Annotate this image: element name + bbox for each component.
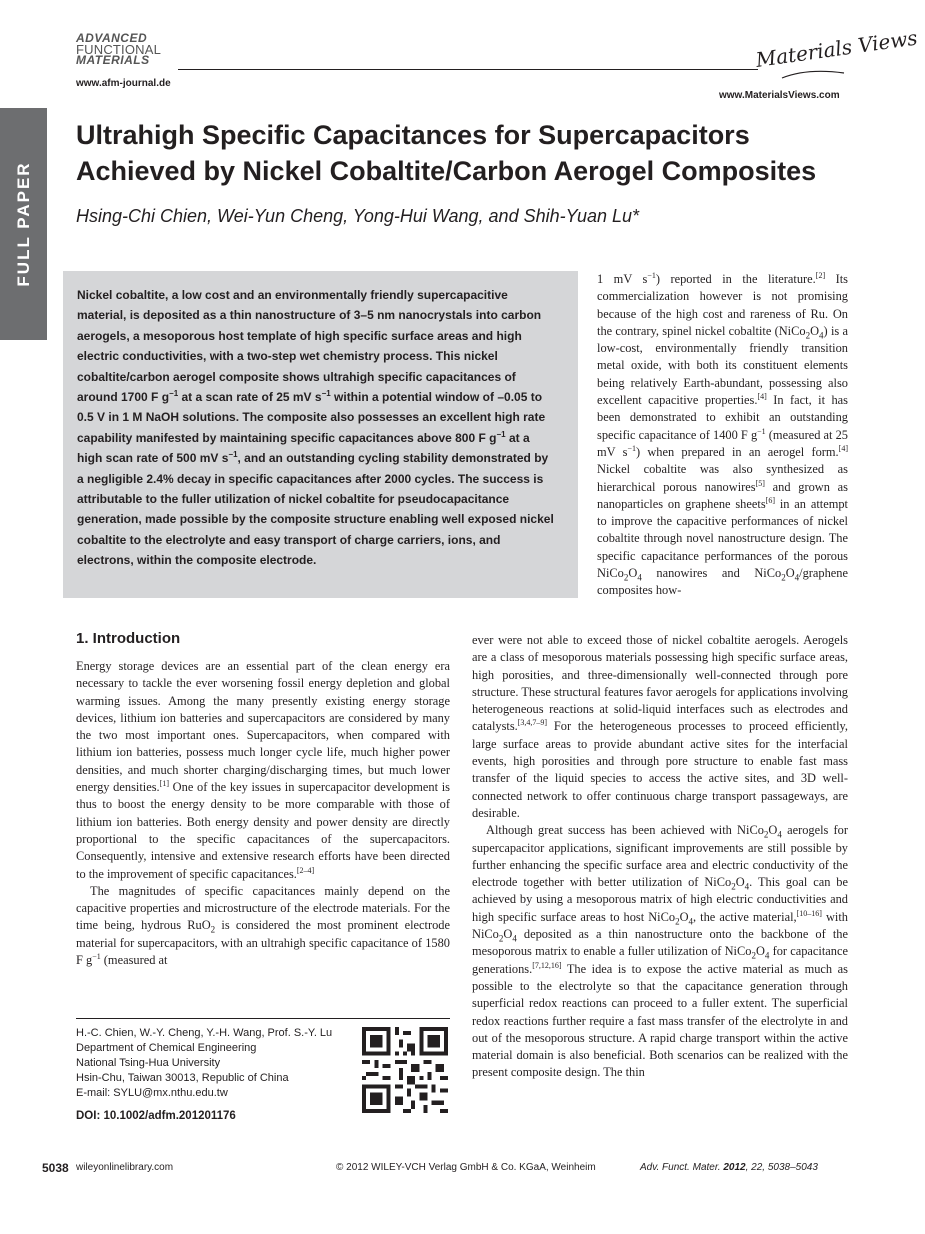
page-footer bbox=[0, 1158, 925, 1178]
footer-url[interactable]: wileyonlinelibrary.com bbox=[76, 1162, 174, 1173]
affiliation-line: Hsin-Chu, Taiwan 30013, Republic of China bbox=[76, 1072, 289, 1084]
affiliation-email[interactable]: E-mail: SYLU@mx.nthu.edu.tw bbox=[76, 1087, 228, 1099]
footnote-rule bbox=[76, 1018, 450, 1019]
page-number: 5038 bbox=[42, 1161, 69, 1175]
paragraph: 1 mV $s^{-1}$) reported in the literature.[2] Its commercialization however is not promising because of the high cost and rareness of Ru. On the contrary, spinel nickel cobaltite $(NiCo_2O_4)$ is a low-cost, environmentally friendly transition metal oxide, with both its constituent elements being relatively Earth-abundant, possessing also excellent capacitive properties.[4] In fact, it has been demonstrated to exhibit an outstanding specific capacitance of 1400 F $g^{-1}$ (measured at 25 mV $s^{-1}$) when prepared in an aerogel form.[4] Nickel cobaltite was also synthesized as hierarchical porous nanowires[5] and grown as nanoparticles on graphene sheets[6] in an attempt to improve the capacitive performances of nickel cobaltite through novel nanostructure design. The specific capacitance performances of the porous $NiCo_2O_4$ nanowires and $NiCo_2O_4$/graphene composites how- bbox=[597, 270, 848, 598]
materials-views-logo bbox=[752, 25, 919, 88]
paragraph: ever were not able to exceed those of nickel cobaltite aerogels. Aerogels are a class of mesoporous materials possessing high specific surface areas, high porosities, and three-dimensionally well-connected through pore structure. These structural features favor aerogels for applications involving heterogeneous reactions at solid-liquid interfaces such as electrodes and catalysts.[3,4,7–9] For the heterogeneous processes to proceed efficiently, large surface areas to provide abundant active sites for the interfacial events, high porosities and through pore structure to enable fast mass transfer of the liquid species to access the active sites, and 3D well-connected network to offer continuous charge transport passageways, are desirable. bbox=[472, 633, 848, 820]
body-text-right-top bbox=[597, 271, 848, 600]
body-text-right bbox=[472, 632, 848, 1082]
paragraph: Although great success has been achieved with $NiCo_2O_4$ aerogels for supercapacitor applications, significant improvements are still possible by further enhancing the specific surface area and electric conductivity of the electrode together with better utilization of $NiCo_2O_4$. This goal can be achieved by using a mesoporous matrix of high electric conductivities and high specific surface areas to host $NiCo_2O_4$, the active material,[10–16] with $NiCo_2O_4$ deposited as a thin nanostructure onto the backbone of the mesoporous matrix to enable a fuller utilization of $NiCo_2O_4$ for capacitance generations.[7,12,16] The idea is to expose the active material as much as possible to the electrolyte so that the capacitance generation through superficial redox reactions can proceed to a fuller extent. The superficial redox reactions further require a fast mass transfer of the electrolyte in and out of the mesoporous structure. A rapid charge transport within the active material domain is also beneficial. Both scenarios can be realized with the present composite design. The thin bbox=[472, 823, 849, 1080]
journal-citation: Adv. Funct. Mater. 2012, 22, 5038–5043 bbox=[640, 1162, 818, 1173]
author-list: Hsing-Chi Chien, Wei-Yun Cheng, Yong-Hui Wang, and Shih-Yuan Lu* bbox=[76, 206, 640, 226]
section-heading: 1. Introduction bbox=[76, 630, 181, 647]
affiliation-line: National Tsing-Hua University bbox=[76, 1057, 221, 1069]
author-affiliation bbox=[76, 1026, 332, 1101]
affiliation-line: H.-C. Chien, W.-Y. Cheng, Y.-H. Wang, Prof. S.-Y. Lu bbox=[76, 1027, 333, 1039]
paragraph: The magnitudes of specific capacitances mainly depend on the capacitive properties and microstructure of the electrode materials. For the time being, hydrous RuO$_2$ is considered the most prominent electrode material for supercapacitors, with an ultrahigh specific capacitance of 1580 F $g^{-1}$ (measured at bbox=[76, 883, 450, 968]
journal-logo-line: ADVANCED bbox=[76, 31, 148, 45]
journal-logo bbox=[76, 33, 161, 66]
affiliation-line: Department of Chemical Engineering bbox=[76, 1042, 257, 1054]
journal-logo-line: FUNCTIONAL bbox=[76, 42, 162, 57]
body-text-left bbox=[76, 658, 450, 969]
section-tab bbox=[0, 108, 47, 340]
paper-title-line: Ultrahigh Specific Capacitances for Supercapacitors bbox=[76, 120, 750, 150]
abstract-box bbox=[63, 271, 578, 598]
paragraph: Energy storage devices are an essential part of the clean energy era necessary to tackle the ever worsening fossil energy depletion and global warming issues. Among the many presently existing energy storage devices, lithium ion batteries and supercapacitors are considered by many the two most important ones. Supercapacitors, when compared with lithium ion batteries, possess much longer cycle life, much higher power densities, and much shorter charging/discharging times, but much lower energy densities.[1] One of the key issues in supercapacitor development is thus to boost the energy density to be more comparable with those of lithium ion batteries. Both energy density and power density are directly proportional to the specific capacitances of the supercapacitors. Consequently, intensive and extensive research efforts have been directed to the improvement of specific capacitances.[2–4] bbox=[76, 659, 450, 881]
brand-url[interactable]: www.MaterialsViews.com bbox=[719, 90, 840, 101]
doi[interactable]: DOI: 10.1002/adfm.201201176 bbox=[76, 1110, 236, 1122]
section-tab-label: FULL PAPER bbox=[13, 161, 33, 287]
brand-logo-swash bbox=[782, 71, 844, 78]
brand-logo-word: Materials Views bbox=[754, 25, 919, 72]
copyright: © 2012 WILEY-VCH Verlag GmbH & Co. KGaA, Weinheim bbox=[336, 1162, 596, 1173]
paper-title bbox=[76, 117, 856, 189]
header-rule bbox=[178, 69, 758, 70]
qr-code bbox=[362, 1027, 448, 1113]
journal-url[interactable]: www.afm-journal.de bbox=[76, 78, 171, 89]
journal-logo-line: MATERIALS bbox=[76, 53, 150, 67]
paper-title-line: Achieved by Nickel Cobaltite/Carbon Aerogel Composites bbox=[76, 156, 817, 186]
abstract-text: Nickel cobaltite, a low cost and an environmentally friendly supercapacitive material, is deposited as a thin nanostructure of 3–5 nm nanocrystals into carbon aerogels, a mesoporous host template of high specific surface areas and high electric conductivities, with a two-step wet chemistry process. This nickel cobaltite/carbon aerogel composite shows ultrahigh specific capacitances of around 1700 F $g^{-1}$ at a scan rate of 25 mV $s^{-1}$ within a potential window of –0.05 to 0.5 V in 1 M NaOH solutions. The composite also possesses an excellent high rate capability manifested by maintaining specific capacitances above 800 F $g^{-1}$ at a high scan rate of 500 mV $s^{-1}$, and an outstanding cycling stability demonstrated by a negligible 2.4% decay in specific capacitances after 2000 cycles. The success is attributable to the fuller utilization of nickel cobaltite for pseudocapacitance generation, made possible by the composite structure enabling well exposed nickel cobaltite to the electrolyte and easy transport of charge carriers, ions, and electrons, within the composite electrode. bbox=[77, 288, 554, 568]
